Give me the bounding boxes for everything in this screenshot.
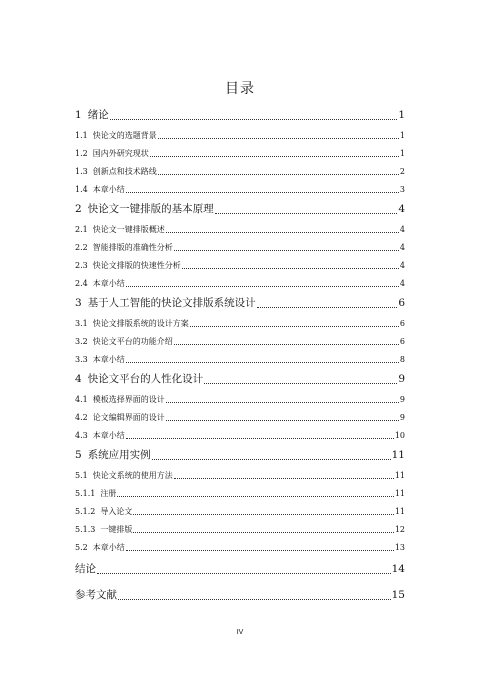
dot-leader — [126, 285, 399, 287]
entry-number: 1.3 — [75, 167, 88, 176]
entry-number: 4.2 — [75, 413, 88, 422]
entry-title: 基于人工智能的快论文排版系统设计 — [87, 297, 256, 309]
entry-title: 参考文献 — [75, 589, 117, 601]
entry-page-number: 11 — [391, 449, 405, 461]
entry-number: 2.2 — [75, 243, 88, 252]
entry-number: 5.2 — [75, 543, 88, 552]
entry-page-number: 4 — [399, 279, 405, 288]
dot-leader — [133, 513, 393, 515]
dot-leader — [166, 419, 399, 421]
entry-title: 本章小结 — [92, 543, 125, 552]
entry-page-number: 2 — [399, 167, 405, 176]
toc-entry-chapter-4[interactable] — [75, 372, 405, 387]
entry-number: 2.1 — [75, 225, 88, 234]
entry-page-number: 6 — [399, 319, 405, 328]
toc-entry-section-4-1[interactable] — [75, 394, 405, 406]
entry-title: 快论文一键排版的基本原理 — [87, 203, 214, 215]
toc-entry-section-2-3[interactable] — [75, 260, 405, 272]
toc-entry-section-2-1[interactable] — [75, 224, 405, 236]
entry-number: 3.3 — [75, 355, 88, 364]
entry-page-number: 3 — [399, 185, 405, 194]
dot-leader — [126, 361, 399, 363]
toc-entry-section-5-1[interactable] — [75, 470, 405, 482]
dot-leader — [118, 598, 391, 600]
dot-leader — [152, 458, 391, 460]
dot-leader — [126, 437, 394, 439]
dot-leader — [182, 267, 399, 269]
toc-entry-section-2-2[interactable] — [75, 242, 405, 254]
entry-page-number: 4 — [398, 203, 405, 215]
toc-entry-section-1-3[interactable] — [75, 166, 405, 178]
entry-title: 本章小结 — [92, 185, 125, 194]
entry-title: 论文编辑界面的设计 — [92, 413, 165, 422]
dot-leader — [204, 382, 397, 384]
entry-page-number: 1 — [399, 131, 405, 140]
page-number-footer: IV — [236, 629, 244, 636]
entry-page-number: 9 — [399, 413, 405, 422]
entry-title: 本章小结 — [92, 431, 125, 440]
entry-title: 智能排版的准确性分析 — [92, 243, 173, 252]
toc-entry-chapter-5[interactable] — [75, 448, 405, 463]
dot-leader — [166, 401, 399, 403]
entry-title: 导入论文 — [100, 507, 133, 516]
toc-entry-section-4-2[interactable] — [75, 412, 405, 424]
entry-title: 快论文平台的功能介绍 — [92, 337, 173, 346]
entry-title: 结论 — [75, 563, 96, 575]
entry-title: 快论文的选题背景 — [92, 131, 157, 140]
entry-page-number: 13 — [394, 543, 405, 552]
entry-number: 5.1.3 — [75, 525, 96, 534]
entry-number: 4 — [75, 373, 82, 385]
entry-title: 模板选择界面的设计 — [92, 395, 165, 404]
dot-leader — [257, 306, 398, 308]
dot-leader — [174, 343, 399, 345]
entry-page-number: 1 — [398, 109, 405, 121]
dot-leader — [126, 549, 394, 551]
entry-page-number: 1 — [399, 149, 405, 158]
entry-title: 快论文一键排版概述 — [92, 225, 165, 234]
entry-page-number: 11 — [394, 489, 405, 498]
dot-leader — [190, 325, 399, 327]
entry-number: 5.1.2 — [75, 507, 96, 516]
entry-number: 3.2 — [75, 337, 88, 346]
dot-leader — [158, 173, 399, 175]
entry-number: 3.1 — [75, 319, 88, 328]
toc-entry-chapter-3[interactable] — [75, 296, 405, 311]
dot-leader — [126, 191, 399, 193]
entry-page-number: 11 — [394, 471, 405, 480]
toc-entry-section-2-4[interactable] — [75, 278, 405, 290]
entry-page-number: 15 — [391, 589, 405, 601]
dot-leader — [133, 531, 393, 533]
dot-leader — [158, 137, 399, 139]
toc-entry-section-4-3[interactable] — [75, 430, 405, 442]
entry-page-number: 6 — [398, 297, 405, 309]
entry-number: 2.4 — [75, 279, 88, 288]
entry-number: 1.4 — [75, 185, 88, 194]
entry-title: 国内外研究现状 — [92, 149, 149, 158]
toc-title: 目录 — [225, 81, 255, 97]
entry-title: 一键排版 — [100, 525, 133, 534]
dot-leader — [215, 212, 398, 214]
entry-number: 4.3 — [75, 431, 88, 440]
entry-page-number: 4 — [399, 225, 405, 234]
dot-leader — [174, 249, 399, 251]
toc-entry-section-5-1-3[interactable] — [75, 524, 405, 536]
entry-page-number: 9 — [398, 373, 405, 385]
entry-title: 快论文平台的人性化设计 — [87, 373, 204, 385]
toc-entry-conclusion[interactable] — [75, 562, 405, 577]
toc-entry-chapter-2[interactable] — [75, 202, 405, 217]
toc-entry-section-1-1[interactable] — [75, 130, 405, 142]
entry-page-number: 9 — [399, 395, 405, 404]
toc-entry-section-3-1[interactable] — [75, 318, 405, 330]
entry-page-number: 4 — [399, 261, 405, 270]
entry-number: 5.1 — [75, 471, 88, 480]
dot-leader — [97, 572, 391, 574]
toc-entry-section-1-4[interactable] — [75, 184, 405, 196]
entry-page-number: 4 — [399, 243, 405, 252]
toc-entry-section-5-1-2[interactable] — [75, 506, 405, 518]
entry-title: 快论文排版的快速性分析 — [92, 261, 181, 270]
entry-title: 绪论 — [87, 109, 109, 121]
dot-leader — [110, 118, 398, 120]
entry-page-number: 14 — [391, 563, 405, 575]
entry-title: 注册 — [100, 489, 117, 498]
entry-number: 2 — [75, 203, 82, 215]
entry-page-number: 8 — [399, 355, 405, 364]
entry-number: 3 — [75, 297, 82, 309]
entry-number: 1 — [75, 109, 82, 121]
dot-leader — [117, 495, 393, 497]
toc-entry-section-1-2[interactable] — [75, 148, 405, 160]
entry-title: 快论文系统的使用方法 — [92, 471, 173, 480]
entry-page-number: 11 — [394, 507, 405, 516]
toc-entry-chapter-1[interactable] — [75, 108, 405, 123]
entry-number: 1.1 — [75, 131, 88, 140]
entry-title: 创新点和技术路线 — [92, 167, 157, 176]
toc-entry-section-3-2[interactable] — [75, 336, 405, 348]
toc-entry-section-5-1-1[interactable] — [75, 488, 405, 500]
entry-number: 5.1.1 — [75, 489, 96, 498]
entry-title: 系统应用实例 — [87, 449, 151, 461]
entry-title: 本章小结 — [92, 355, 125, 364]
toc-entry-references[interactable] — [75, 588, 405, 603]
entry-title: 本章小结 — [92, 279, 125, 288]
dot-leader — [166, 231, 399, 233]
entry-number: 2.3 — [75, 261, 88, 270]
dot-leader — [174, 477, 394, 479]
entry-number: 4.1 — [75, 395, 88, 404]
entry-number: 5 — [75, 449, 82, 461]
entry-title: 快论文排版系统的设计方案 — [92, 319, 189, 328]
entry-page-number: 12 — [394, 525, 405, 534]
entry-page-number: 10 — [394, 431, 405, 440]
toc-entry-section-3-3[interactable] — [75, 354, 405, 366]
dot-leader — [150, 155, 399, 157]
entry-number: 1.2 — [75, 149, 88, 158]
entry-page-number: 6 — [399, 337, 405, 346]
toc-entry-section-5-2[interactable] — [75, 542, 405, 554]
